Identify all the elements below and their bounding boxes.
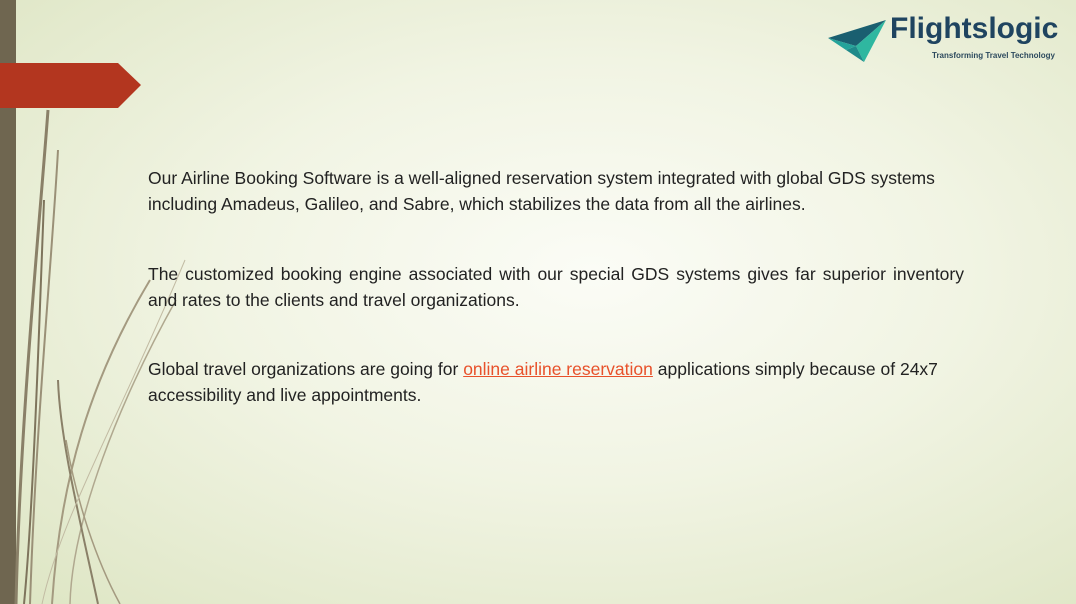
paragraph-text-after-link: applications simply because of 24x7 accessibility and live appointments.: [148, 359, 938, 405]
paragraph-online-reservation: [148, 356, 964, 408]
brand-name: Flightslogic: [890, 12, 1059, 45]
brand-tagline: Transforming Travel Technology: [932, 51, 1055, 60]
accent-arrow-shape: [0, 63, 141, 108]
paragraph-text-before-link: Global travel organizations are going for: [148, 359, 464, 379]
paragraph-booking-engine: The customized booking engine associated with our special GDS systems gives far superior inventory and rates to the clients and travel organizations.: [148, 264, 964, 310]
paper-plane-icon: [826, 16, 888, 66]
paragraph-gds-integration: Our Airline Booking Software is a well-aligned reservation system integrated with global GDS systems including Amadeus, Galileo, and Sabre, which stabilizes the data from all the airlines.: [148, 168, 935, 214]
brand-logo: [826, 10, 1066, 66]
online-airline-reservation-link[interactable]: online airline reservation: [463, 359, 653, 379]
